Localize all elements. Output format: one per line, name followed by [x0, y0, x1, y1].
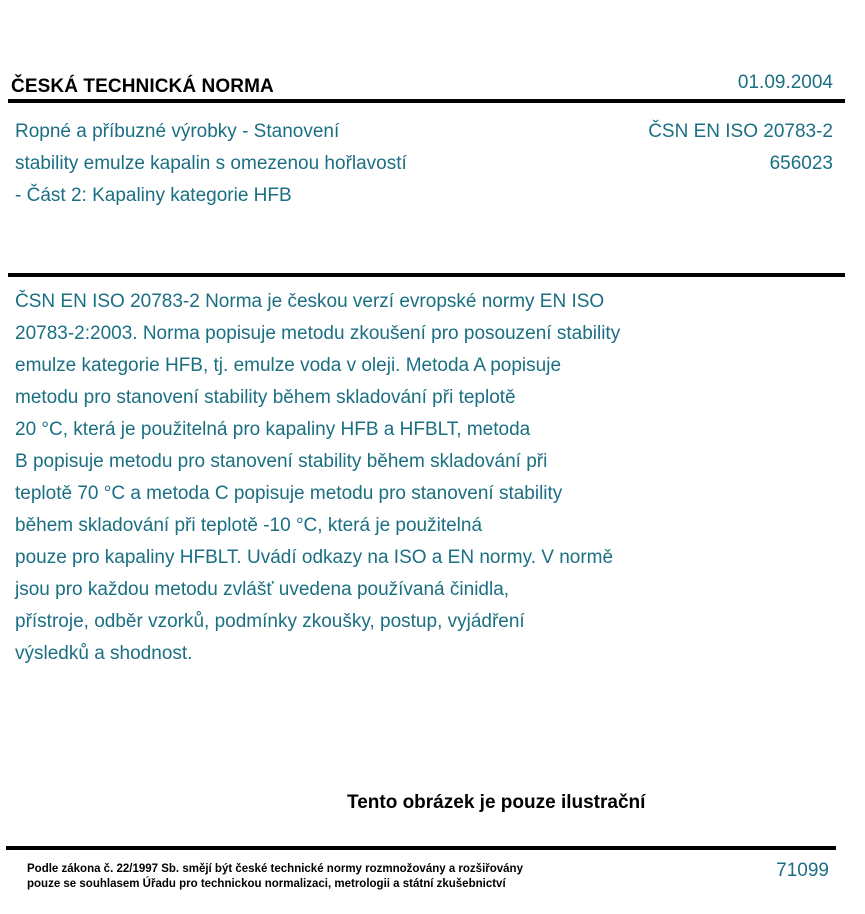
document-codes [648, 116, 833, 180]
footer-line: pouze se souhlasem Úřadu pro technickou normalizaci, metrologii a státní zkušebnictví [27, 878, 506, 890]
abstract-line: B popisuje metodu pro stanovení stability během skladování při [15, 451, 548, 472]
page-number: 71099 [776, 860, 829, 881]
section-rule [8, 273, 845, 277]
abstract-line: emulze kategorie HFB, tj. emulze voda v oleji. Metoda A popisuje [15, 355, 562, 376]
abstract-line: metodu pro stanovení stability během skladování při teplotě [15, 387, 516, 408]
subject-line: Ropné a příbuzné výrobky - Stanovení [15, 121, 340, 142]
subject-line: - Část 2: Kapaliny kategorie HFB [15, 185, 292, 206]
document-date: 01.09.2004 [737, 72, 833, 93]
abstract-line: teplotě 70 °C a metoda C popisuje metodu pro stanovení stability [15, 483, 563, 504]
abstract-line: 20783-2:2003. Norma popisuje metodu zkoušení pro posouzení stability [15, 323, 621, 344]
footer-line: Podle zákona č. 22/1997 Sb. smějí být české technické normy rozmnožovány a rozšiřovány [27, 863, 523, 875]
document-subject [15, 116, 407, 212]
abstract-line: přístroje, odběr vzorků, podmínky zkoušky, postup, vyjádření [15, 611, 525, 632]
standard-code: ČSN EN ISO 20783-2 [648, 121, 833, 142]
header-rule [8, 99, 845, 103]
abstract-line: výsledků a shodnost. [15, 643, 193, 664]
abstract-line: jsou pro každou metodu zvlášť uvedena používaná činidla, [15, 579, 510, 600]
abstract-line: ČSN EN ISO 20783-2 Norma je českou verzí evropské normy EN ISO [15, 291, 605, 312]
subject-line: stability emulze kapalin s omezenou hořlavostí [15, 153, 407, 174]
abstract-line: během skladování při teplotě -10 °C, která je použitelná [15, 515, 483, 536]
class-number: 656023 [769, 153, 833, 174]
abstract-line: pouze pro kapaliny HFBLT. Uvádí odkazy na ISO a EN normy. V normě [15, 547, 614, 568]
footer-legal [27, 862, 523, 892]
abstract-line: 20 °C, která je použitelná pro kapaliny HFB a HFBLT, metoda [15, 419, 531, 440]
footer-rule [6, 846, 836, 850]
document-abstract [15, 286, 735, 670]
document-title: ČESKÁ TECHNICKÁ NORMA [11, 76, 274, 97]
illustration-note: Tento obrázek je pouze ilustrační [347, 792, 646, 813]
